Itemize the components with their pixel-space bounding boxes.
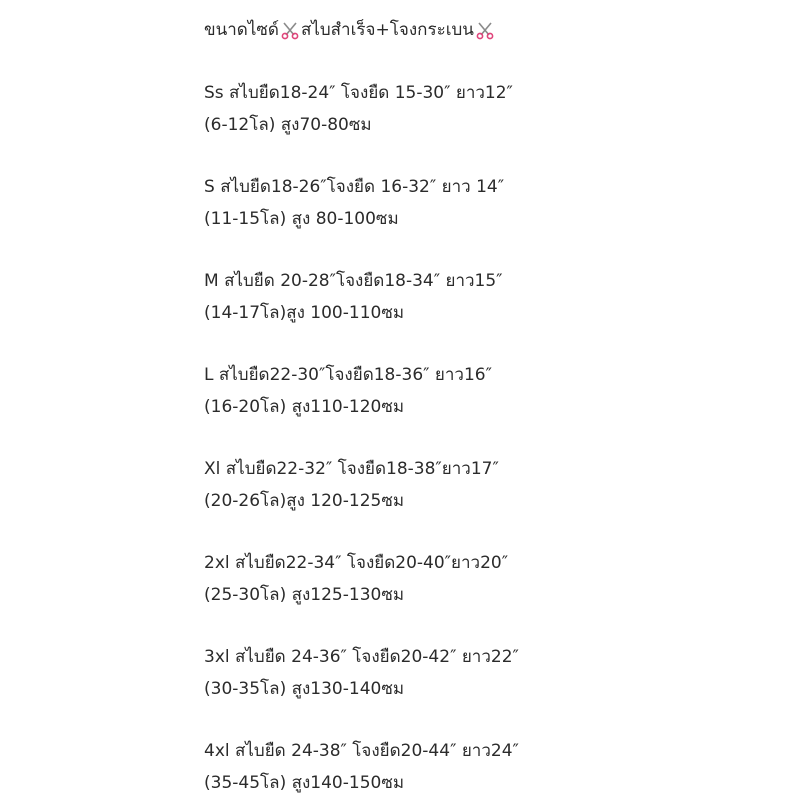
size-measurements: M สไบยืด 20-28″โจงยืด18-34″ ยาว15″ xyxy=(204,271,503,291)
size-entry-3xl xyxy=(204,641,519,705)
size-weight-height: (30-35โล) สูง130-140ซม xyxy=(204,679,405,699)
size-entry-4xl xyxy=(204,735,519,799)
size-entry-2xl xyxy=(204,547,508,611)
size-measurements: 3xl สไบยืด 24-36″ โจงยืด20-42″ ยาว22″ xyxy=(204,647,519,667)
size-weight-height: (14-17โล)สูง 100-110ซม xyxy=(204,303,405,323)
scissors-icon xyxy=(475,20,495,40)
size-entry-s xyxy=(204,171,504,235)
size-weight-height: (25-30โล) สูง125-130ซม xyxy=(204,585,405,605)
size-entry-xl xyxy=(204,453,499,517)
size-weight-height: (20-26โล)สูง 120-125ซม xyxy=(204,491,405,511)
size-entry-m xyxy=(204,265,503,329)
title-text-product: สไบสำเร็จ+โจงกระเบน xyxy=(300,20,474,40)
size-weight-height: (11-15โล) สูง 80-100ซม xyxy=(204,209,399,229)
size-chart-document xyxy=(204,0,784,800)
size-measurements: 2xl สไบยืด22-34″ โจงยืด20-40″ยาว20″ xyxy=(204,553,509,573)
scissors-icon xyxy=(280,20,300,40)
size-measurements: L สไบยืด22-30″โจงยืด18-36″ ยาว16″ xyxy=(204,365,492,385)
size-measurements: Xl สไบยืด22-32″ โจงยืด18-38″ยาว17″ xyxy=(204,459,499,479)
title-text-size: ขนาดไซด์ xyxy=(204,20,279,40)
size-chart-title xyxy=(204,16,496,44)
size-measurements: 4xl สไบยืด 24-38″ โจงยืด20-44″ ยาว24″ xyxy=(204,741,519,761)
size-measurements: Ss สไบยืด18-24″ โจงยืด 15-30″ ยาว12″ xyxy=(204,83,513,103)
size-entry-l xyxy=(204,359,492,423)
size-entry-ss xyxy=(204,77,513,141)
size-measurements: S สไบยืด18-26″โจงยืด 16-32″ ยาว 14″ xyxy=(204,177,505,197)
size-weight-height: (16-20โล) สูง110-120ซม xyxy=(204,397,405,417)
size-weight-height: (35-45โล) สูง140-150ซม xyxy=(204,773,405,793)
size-weight-height: (6-12โล) สูง70-80ซม xyxy=(204,115,372,135)
